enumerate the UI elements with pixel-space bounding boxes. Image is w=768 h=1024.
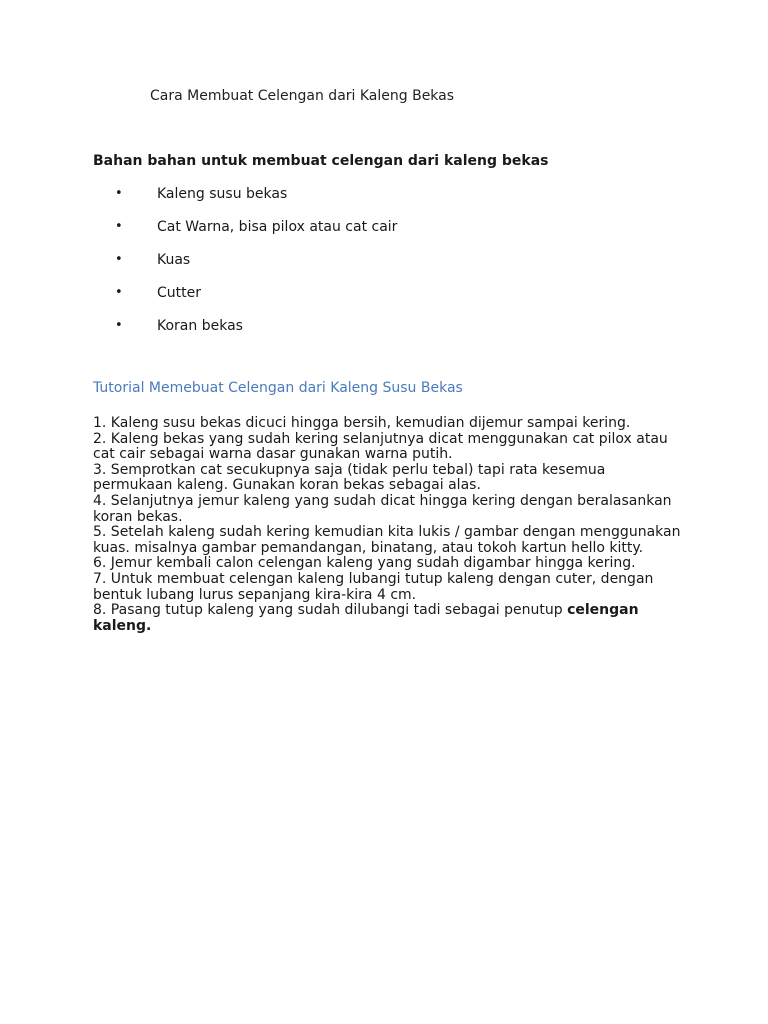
step-3: 3. Semprotkan cat secukupnya saja (tidak perlu tebal) tapi rata kesemua permukaan kaleng. Gunakan koran bekas sebagai alas. [93,461,606,494]
step-8-emphasis: celengan kaleng. [93,602,639,634]
step-7: 7. Untuk membuat celengan kaleng lubangi tutup kaleng dengan cuter, dengan bentuk lubang lurus sepanjang kira-kira 4 cm. [93,570,654,603]
material-label: Koran bekas [157,318,243,334]
bullet-icon: • [115,285,123,300]
tutorial-steps [93,416,683,634]
step-8-text: 8. Pasang tutup kaleng yang sudah dilubangi tadi sebagai penutup [93,602,568,619]
materials-heading: Bahan bahan untuk membuat celengan dari kaleng bekas [93,153,549,169]
step-4: 4. Selanjutnya jemur kaleng yang sudah dicat hingga kering dengan beralasankan koran bekas. [93,492,672,525]
material-label: Kuas [157,252,191,268]
material-label: Cutter [157,285,201,301]
step-2: 2. Kaleng bekas yang sudah kering selanjutnya dicat menggunakan cat pilox atau cat cair sebagai warna dasar gunakan warna putih. [93,430,668,463]
material-label: Kaleng susu bekas [157,186,288,202]
tutorial-heading: Tutorial Memebuat Celengan dari Kaleng Susu Bekas [93,380,463,396]
bullet-icon: • [115,318,123,333]
step-1: 1. Kaleng susu bekas dicuci hingga bersih, kemudian dijemur sampai kering. [93,415,631,431]
bullet-icon: • [115,186,123,201]
step-5: 5. Setelah kaleng sudah kering kemudian kita lukis / gambar dengan menggunakan kuas. misalnya gambar pemandangan, binatang, atau tokoh kartun hello kitty. [93,524,681,556]
bullet-icon: • [115,219,123,234]
document-title: Cara Membuat Celengan dari Kaleng Bekas [150,88,455,104]
step-6: 6. Jemur kembali calon celengan kaleng yang sudah digambar hingga kering. [93,555,636,572]
bullet-icon: • [115,252,123,267]
material-label: Cat Warna, bisa pilox atau cat cair [157,219,398,235]
step-8 [93,603,683,634]
